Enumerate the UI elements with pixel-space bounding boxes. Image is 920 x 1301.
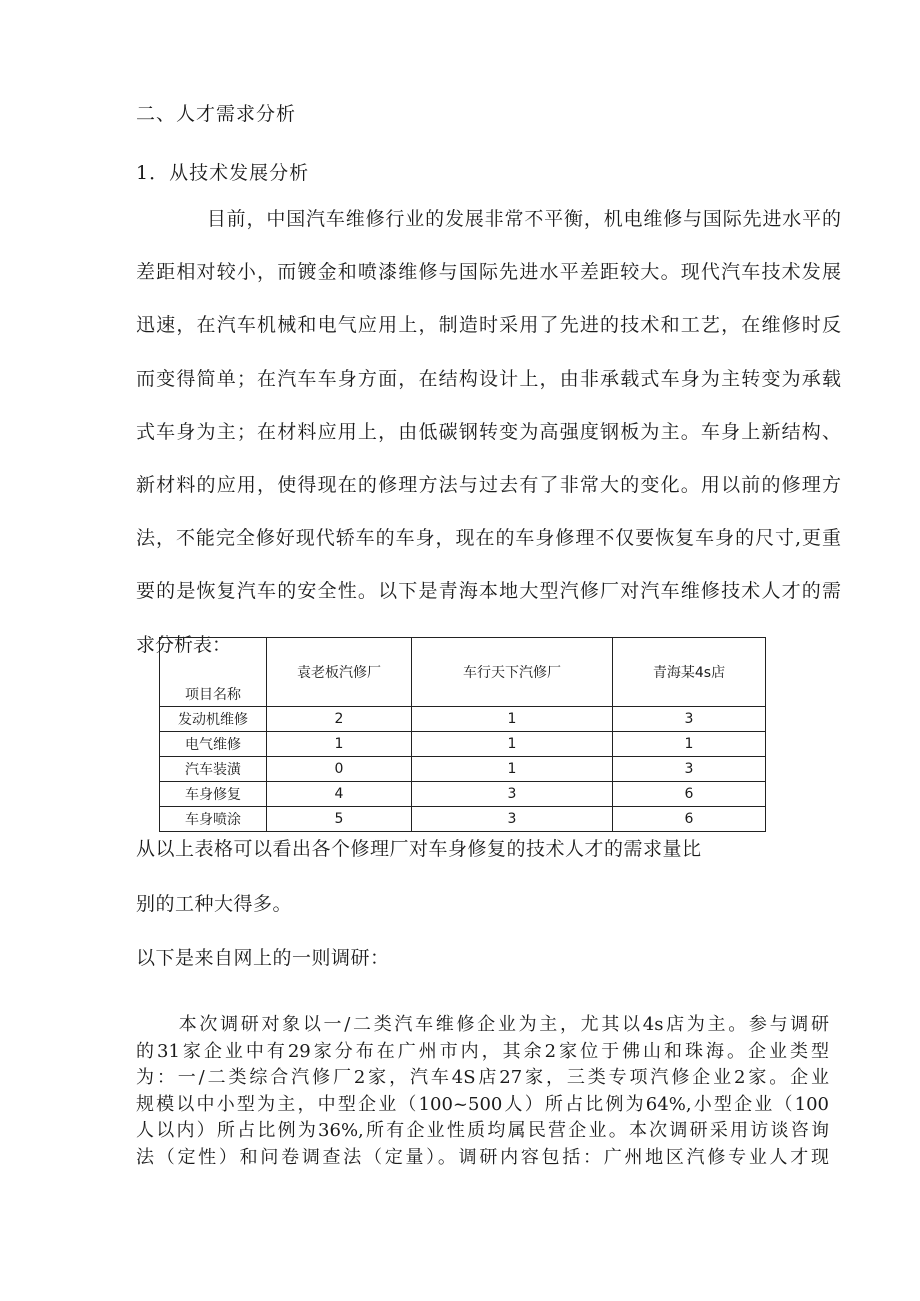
paragraph-line: 规模以中小型为主，中型企业（100~500人）所占比例为64%,小型企业（100 (136, 1093, 829, 1115)
table-cell: 6 (613, 782, 766, 807)
row-label: 发动机维修 (160, 707, 267, 732)
paragraph-line: 差距相对较小，而镀金和喷漆维修与国际先进水平差距较大。现代汽车技术发展 (136, 261, 841, 284)
table-conclusion-line-1: 从以上表格可以看出各个修理厂对车身修复的技术人才的需求量比 (136, 838, 702, 860)
paragraph-line: 为：一/二类综合汽修厂2家，汽车4S店27家，三类专项汽修企业2家。企业 (136, 1067, 829, 1088)
table-conclusion-line-2: 别的工种大得多。 (136, 893, 293, 915)
survey-intro: 以下是来自网上的一则调研： (136, 947, 390, 969)
paragraph-line: 法（定性）和问卷调查法（定量）。调研内容包括：广州地区汽修专业人才现 (136, 1146, 829, 1168)
paragraph-line: 的31家企业中有29家分布在广州市内，其余2家位于佛山和珠海。企业类型 (136, 1040, 829, 1062)
table-row (160, 732, 766, 757)
table-cell: 1 (267, 732, 412, 757)
table-header-row (160, 638, 766, 707)
section-heading: 二、人才需求分析 (136, 103, 297, 125)
demand-table (159, 637, 766, 832)
row-label: 车身喷涂 (160, 807, 267, 832)
table-cell: 5 (267, 807, 412, 832)
paragraph-line: 新材料的应用，使得现在的修理方法与过去有了非常大的变化。用以前的修理方 (136, 473, 841, 496)
table-cell: 0 (267, 757, 412, 782)
table-cell: 1 (412, 757, 613, 782)
subsection-heading: 1．从技术发展分析 (136, 162, 310, 184)
paragraph-line: 法，不能完全修好现代轿车的车身，现在的车身修理不仅要恢复车身的尺寸,更重 (136, 527, 841, 550)
header-item-name: 项目名称 (160, 638, 267, 707)
paragraph-line: 目前，中国汽车维修行业的发展非常不平衡，机电维修与国际先进水平的 (206, 208, 841, 230)
table-row (160, 782, 766, 807)
paragraph-survey (136, 1012, 829, 1171)
table-cell: 6 (613, 807, 766, 832)
table-cell: 1 (613, 732, 766, 757)
paragraph-line: 要的是恢复汽车的安全性。以下是青海本地大型汽修厂对汽车维修技术人才的需 (136, 580, 841, 603)
table-row (160, 707, 766, 732)
header-shop-1: 袁老板汽修厂 (267, 638, 412, 707)
header-shop-2: 车行天下汽修厂 (412, 638, 613, 707)
table-cell: 2 (267, 707, 412, 732)
paragraph-line: 迅速，在汽车机械和电气应用上，制造时采用了先进的技术和工艺，在维修时反 (136, 314, 841, 337)
table-cell: 1 (412, 707, 613, 732)
row-label: 车身修复 (160, 782, 267, 807)
paragraph-line: 本次调研对象以一/二类汽车维修企业为主，尤其以4s店为主。参与调研 (176, 1014, 829, 1035)
paragraph-tech-development (136, 193, 841, 672)
table-cell: 3 (412, 807, 613, 832)
paragraph-line: 而变得简单；在汽车车身方面，在结构设计上，由非承载式车身为主转变为承载 (136, 367, 841, 390)
table-cell: 3 (613, 757, 766, 782)
paragraph-line: 人以内）所占比例为36%,所有企业性质均属民营企业。本次调研采用访谈咨询 (136, 1120, 829, 1141)
header-shop-3: 青海某4s店 (613, 638, 766, 707)
table-cell: 3 (613, 707, 766, 732)
row-label: 电气维修 (160, 732, 267, 757)
paragraph-line: 求分析表： (136, 633, 232, 656)
table-cell: 4 (267, 782, 412, 807)
table-cell: 3 (412, 782, 613, 807)
paragraph-line: 式车身为主；在材料应用上，由低碳钢转变为高强度钢板为主。车身上新结构、 (136, 420, 841, 443)
table-cell: 1 (412, 732, 613, 757)
row-label: 汽车装潢 (160, 757, 267, 782)
table-row (160, 757, 766, 782)
table-row (160, 807, 766, 832)
